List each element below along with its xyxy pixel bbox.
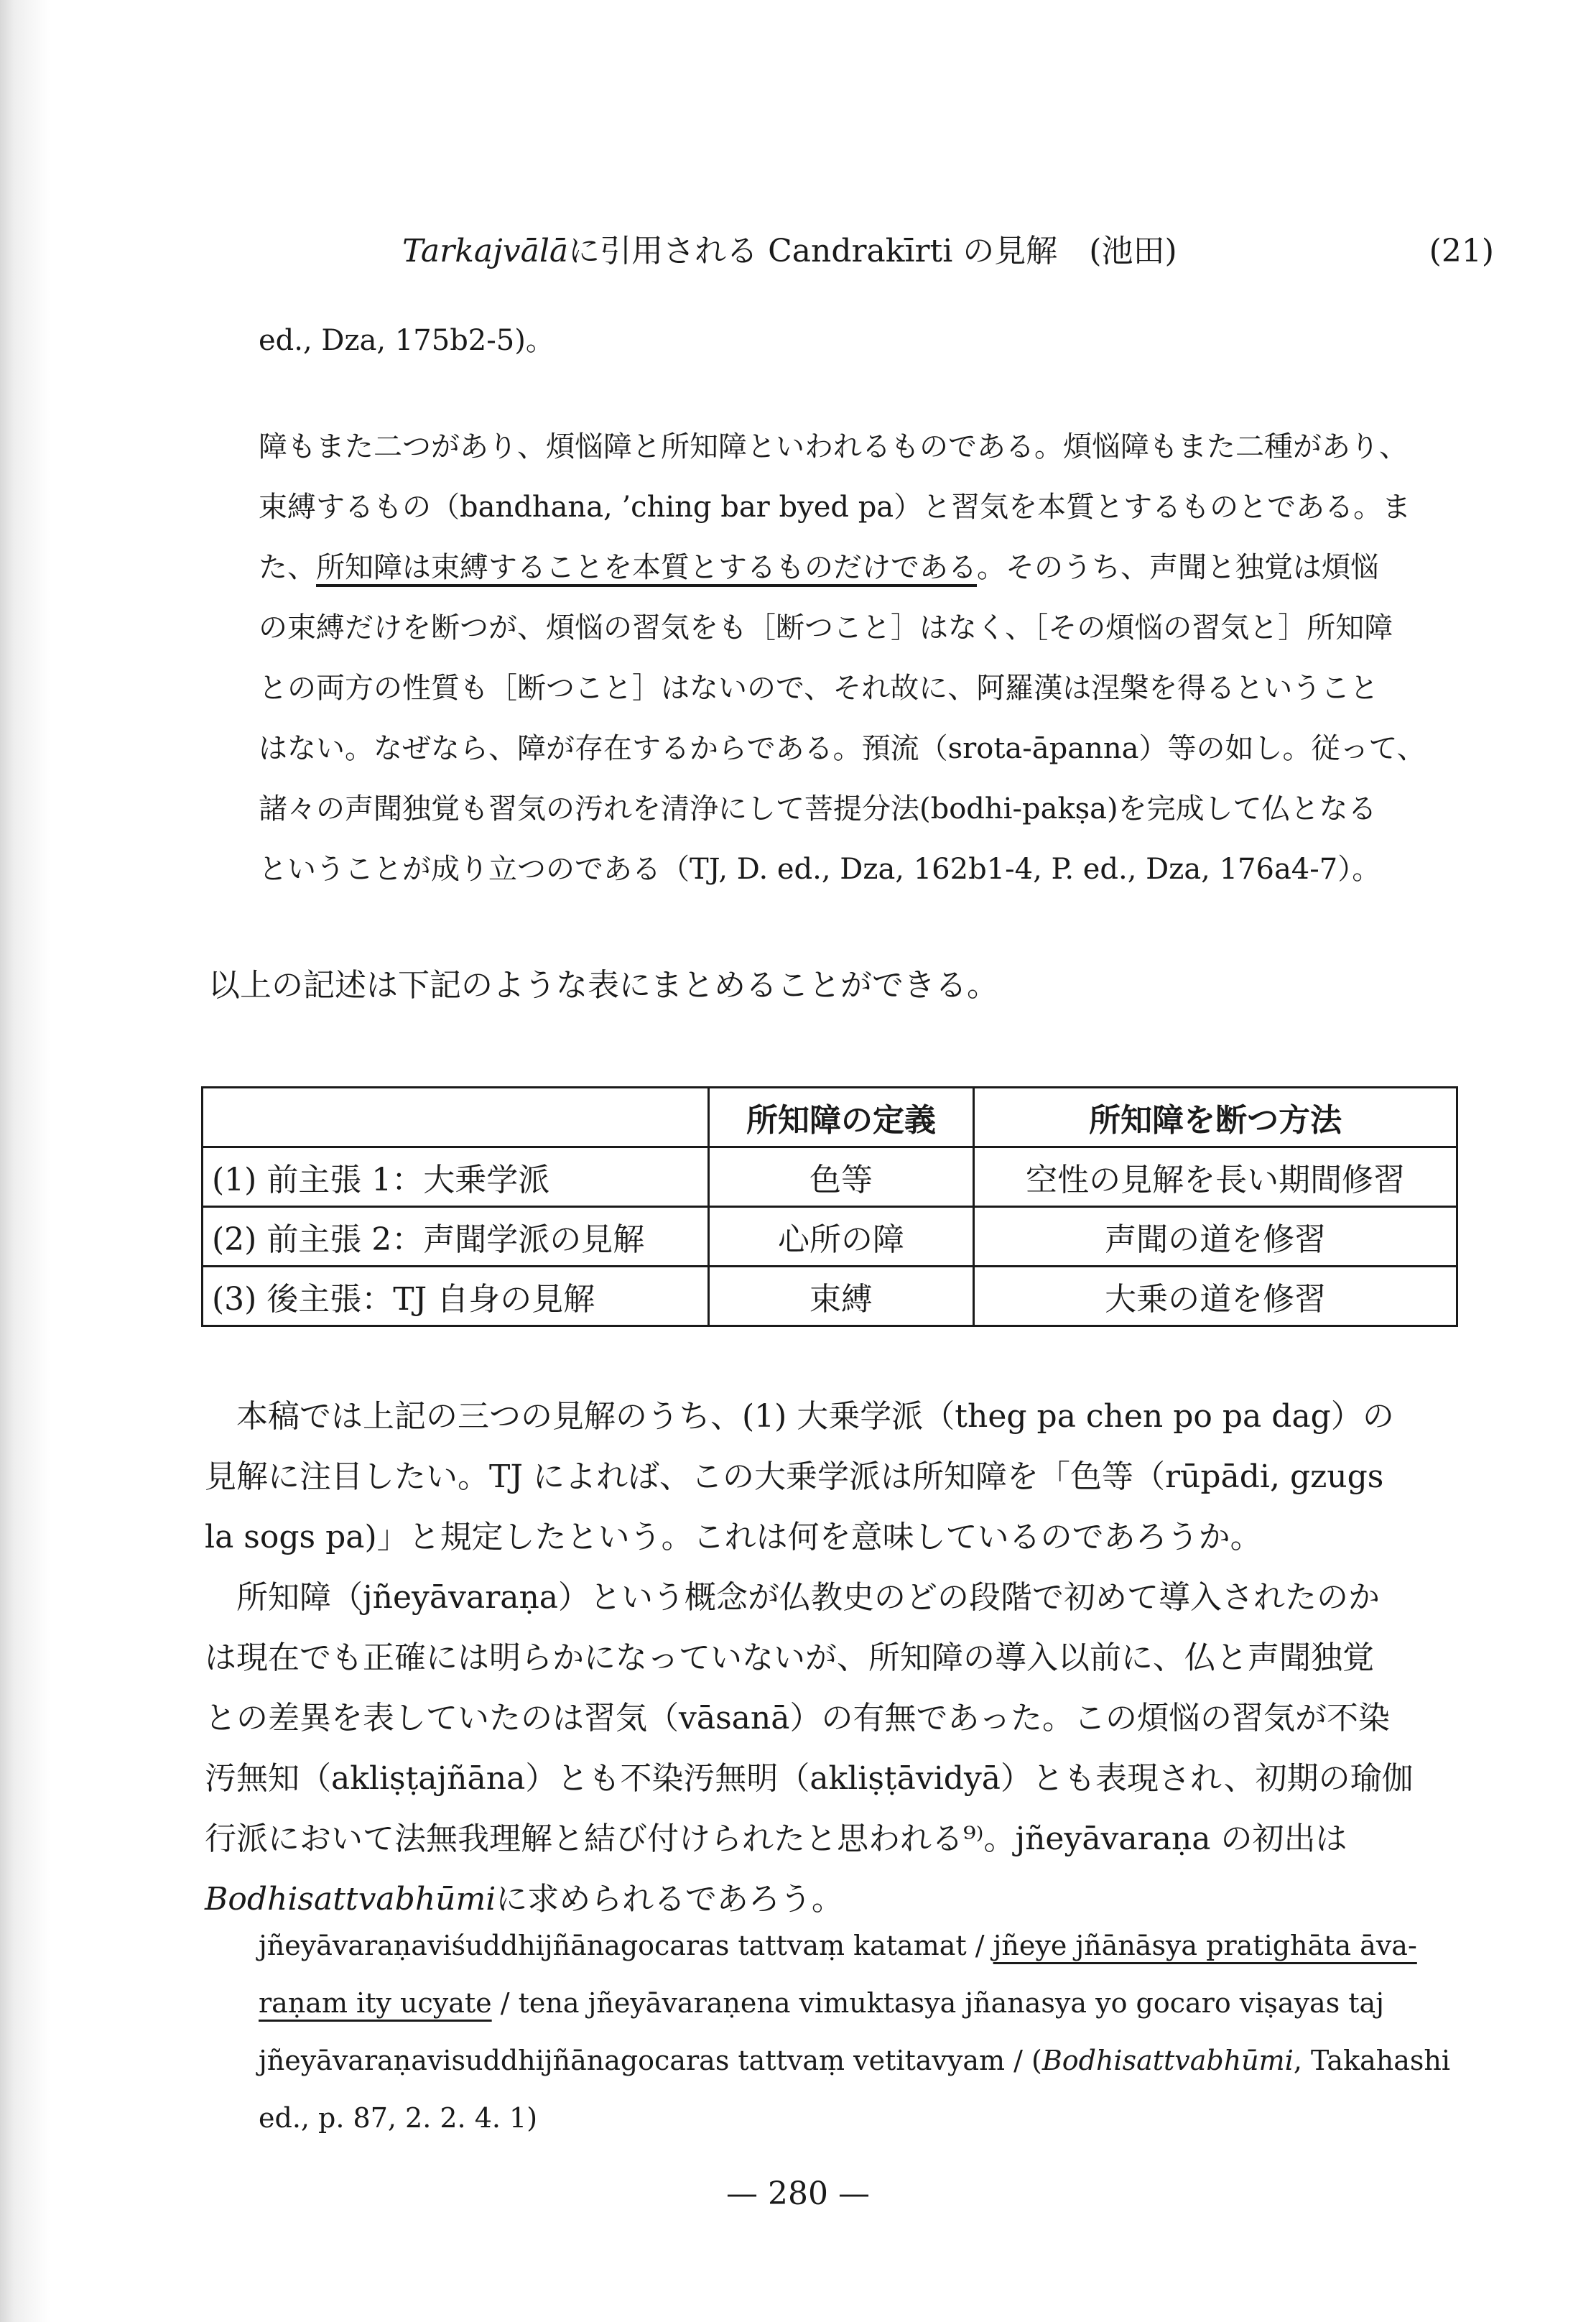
body-line-7: 汚無知（akliṣṭajñāna）とも不染汚無明（akliṣṭāvidyā）とも表現され、初期の瑜伽	[205, 1760, 1414, 1797]
body-line-6: との差異を表していたのは習気（vāsanā）の有無であった。この煩悩の習気が不染	[205, 1700, 1391, 1736]
running-header	[402, 230, 1494, 273]
table-row	[203, 1147, 1457, 1207]
quote1-line-5: との両方の性質も［断つこと］はないので、それ故に、阿羅漢は涅槃を得るということ	[259, 672, 1379, 705]
quote1-line-3	[259, 537, 1465, 598]
table-cell-label: (3) 後主張：TJ 自身の見解	[203, 1267, 709, 1326]
table-header-method: 所知障を断つ方法	[974, 1088, 1457, 1147]
table-cell-label: (2) 前主張 2：声聞学派の見解	[203, 1207, 709, 1267]
quote2-line-4: ed., p. 87, 2. 2. 4. 1)	[259, 2102, 538, 2134]
header-title-italic: Tarkajvālā	[402, 233, 569, 269]
quote2-line-1-start: jñeyāvaraṇaviśuddhijñānagocaras tattvaṃ katamat /	[259, 1930, 993, 1961]
table-header-empty	[203, 1088, 709, 1147]
reference-line: ed., Dza, 175b2-5)。	[259, 324, 555, 357]
body-line-4: 所知障（jñeyāvaraṇa）という概念が仏教史のどの段階で初めて導入されたのか	[236, 1579, 1381, 1616]
quote1-line-4: の束縛だけを断つが、煩悩の習気をも［断つこと］はなく、［その煩悩の習気と］所知障	[259, 611, 1393, 644]
quote2-line-1	[259, 1917, 1465, 1974]
table-cell-label: (1) 前主張 1：大乗学派	[203, 1147, 709, 1207]
body-line-2: 見解に注目したい。TJ によれば、この大乗学派は所知障を「色等（rūpādi, gzugs	[205, 1458, 1384, 1495]
body-line-8: 行派において法無我理解と結び付けられたと思われる⁹⁾。jñeyāvaraṇa の初出は	[205, 1821, 1347, 1857]
table-header-row	[203, 1088, 1457, 1147]
quote2-italic-title: Bodhisattvabhūmi	[1041, 2045, 1294, 2076]
body-line-1: 本稿では上記の三つの見解のうち、(1) 大乗学派（theg pa chen po pa dag）の	[236, 1398, 1394, 1435]
header-title	[402, 230, 1177, 273]
table-cell-method: 大乗の道を修習	[974, 1267, 1457, 1326]
quote1-line-8: ということが成り立つのである（TJ, D. ed., Dza, 162b1-4, P. ed., Dza, 176a4-7）。	[259, 853, 1381, 886]
header-title-rest: に引用される Candrakīrti の見解 (池田)	[568, 233, 1177, 269]
quote2-underlined-text: raṇam ity ucyate	[259, 1987, 492, 2019]
quote1-line-3-start: た、	[259, 551, 316, 584]
table-cell-method: 空性の見解を長い期間修習	[974, 1147, 1457, 1207]
quote1-line-3-end: 。そのうち、声聞と独覚は煩悩	[977, 551, 1379, 584]
quotation-block-2	[259, 1917, 1465, 2147]
quote1-line-2: 束縛するもの（bandhana, ’ching bar byed pa）と習気を本質とするものとである。ま	[259, 491, 1411, 524]
quote2-line-2-end: / tena jñeyāvaraṇena vimuktasya jñanasya yo gocaro viṣayas taj	[491, 1987, 1384, 2019]
table-row	[203, 1267, 1457, 1326]
quote1-underlined-text: 所知障は束縛することを本質とするものだけである	[316, 551, 977, 584]
quotation-block-1	[259, 417, 1465, 899]
body-italic-title: Bodhisattvabhūmi	[205, 1881, 496, 1918]
quote2-line-3	[259, 2032, 1465, 2089]
table-cell-method: 声聞の道を修習	[974, 1207, 1457, 1267]
body-line-5: は現在でも正確には明らかになっていないが、所知障の導入以前に、仏と声聞独覚	[205, 1639, 1374, 1676]
body-paragraphs	[205, 1387, 1462, 1930]
table-cell-definition: 色等	[708, 1147, 973, 1207]
page-footer-number: — 280 —	[726, 2175, 870, 2212]
table-row	[203, 1207, 1457, 1267]
table-cell-definition: 心所の障	[708, 1207, 973, 1267]
table-header-definition: 所知障の定義	[708, 1088, 973, 1147]
summary-sentence: 以上の記述は下記のような表にまとめることができる。	[208, 967, 998, 1004]
quote1-line-1: 障もまた二つがあり、煩悩障と所知障といわれるものである。煩悩障もまた二種があり、	[259, 430, 1408, 463]
quote2-underlined-text: jñeye jñānāsya pratighāta āva-	[993, 1930, 1417, 1961]
quote1-line-6: はない。なぜなら、障が存在するからである。預流（srota-āpanna）等の如し。従って、	[259, 732, 1426, 765]
quote2-line-2	[259, 1974, 1465, 2032]
header-page-number: (21)	[1429, 233, 1494, 269]
quote2-line-3-start: jñeyāvaraṇavisuddhijñānagocaras tattvaṃ vetitavyam / (	[259, 2045, 1042, 2076]
table-cell-definition: 束縛	[708, 1267, 973, 1326]
scan-edge	[0, 0, 50, 2322]
comparison-table	[201, 1086, 1458, 1327]
body-line-9-rest: に求められるであろう。	[496, 1881, 843, 1918]
quote2-line-3-end: , Takahashi	[1293, 2045, 1451, 2076]
quote1-line-7: 諸々の声聞独覚も習気の汚れを清浄にして菩提分法(bodhi-pakṣa)を完成して仏となる	[259, 792, 1377, 825]
body-line-3: la sogs pa)」と規定したという。これは何を意味しているのであろうか。	[205, 1519, 1262, 1555]
